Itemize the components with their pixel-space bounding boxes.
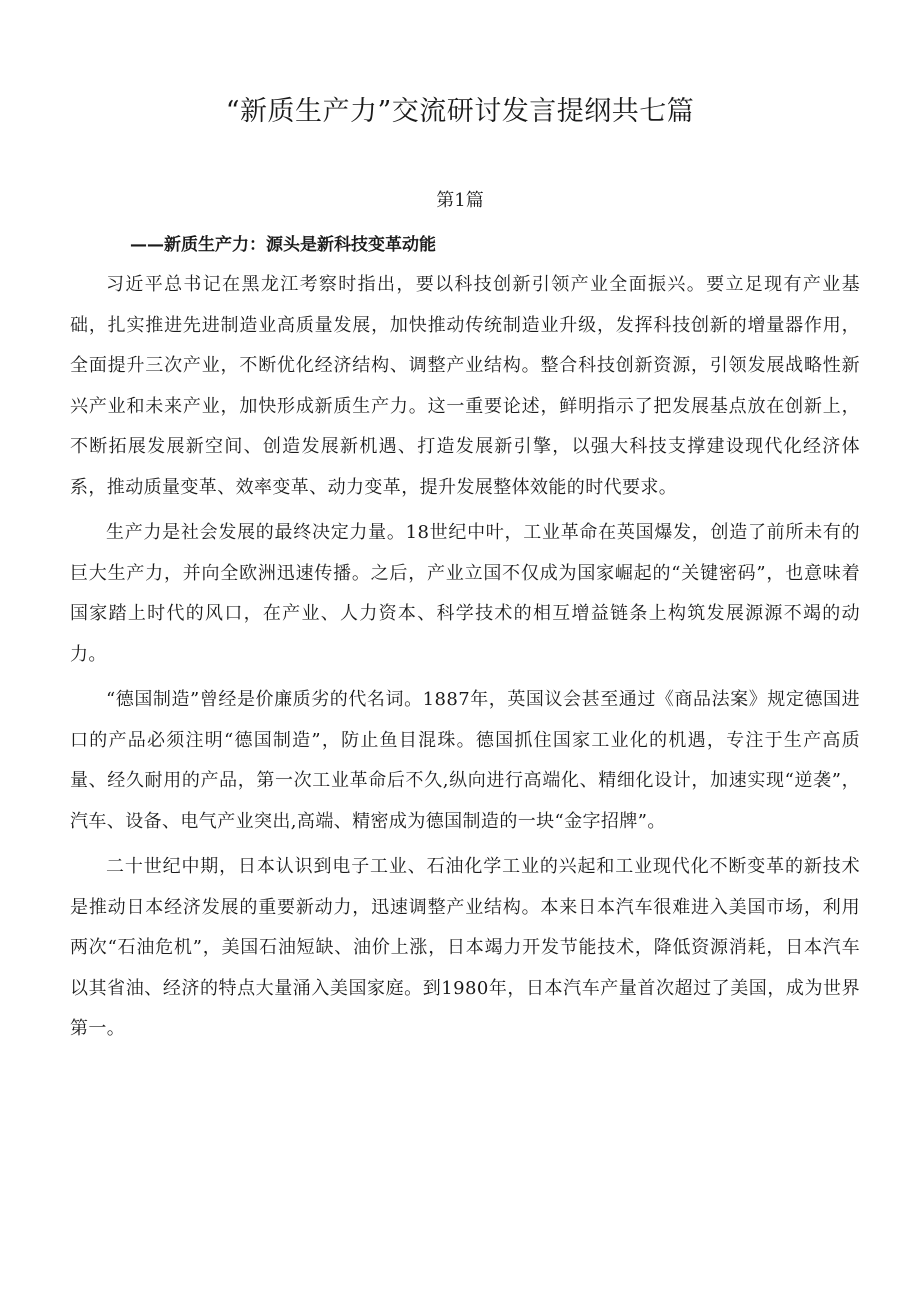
paragraph: 生产力是社会发展的最终决定力量。18世纪中叶，工业革命在英国爆发，创造了前所未有的巨大生产力，并向全欧洲迅速传播。之后，产业立国不仅成为国家崛起的“关键密码”，也意味着国家踏上时代的风口，在产业、人力资本、科学技术的相互增益链条上构筑发展源源不竭的动力。 [70,522,860,665]
paragraph: 习近平总书记在黑龙江考察时指出，要以科技创新引领产业全面振兴。要立足现有产业基础，扎实推进先进制造业高质量发展，加快推动传统制造业升级，发挥科技创新的增量器作用，全面提升三次产业，不断优化经济结构、调整产业结构。整合科技创新资源，引领发展战略性新兴产业和未来产业，加快形成新质生产力。这一重要论述，鲜明指示了把发展基点放在创新上，不断拓展发展新空间、创造发展新机遇、打造发展新引擎，以强大科技支撑建设现代化经济体系，推动质量变革、效率变革、动力变革，提升发展整体效能的时代要求。 [70,274,860,498]
chapter-heading: 第1篇 [436,190,484,211]
paragraph: 二十世纪中期，日本认识到电子工业、石油化学工业的兴起和工业现代化不断变革的新技术是推动日本经济发展的重要新动力，迅速调整产业结构。本来日本汽车很难进入美国市场，利用两次“石油危机”，美国石油短缺、油价上涨，日本竭力开发节能技术，降低资源消耗，日本汽车以其省油、经济的特点大量涌入美国家庭。到1980年，日本汽车产量首次超过了美国，成为世界第一。 [70,856,860,1039]
paragraph: “德国制造”曾经是价廉质劣的代名词。1887年，英国议会甚至通过《商品法案》规定德国进口的产品必须注明“德国制造”，防止鱼目混珠。德国抓住国家工业化的机遇，专注于生产高质量、经久耐用的产品，第一次工业革命后不久,纵向进行高端化、精细化设计，加速实现“逆袭”，汽车、设备、电气产业突出,高端、精密成为德国制造的一块“金字招牌”。 [70,689,860,832]
document-title: “新质生产力”交流研讨发言提纲共七篇 [225,96,695,127]
section-subtitle: ——新质生产力：源头是新科技变革动能 [130,235,436,255]
document-body [70,265,860,1055]
